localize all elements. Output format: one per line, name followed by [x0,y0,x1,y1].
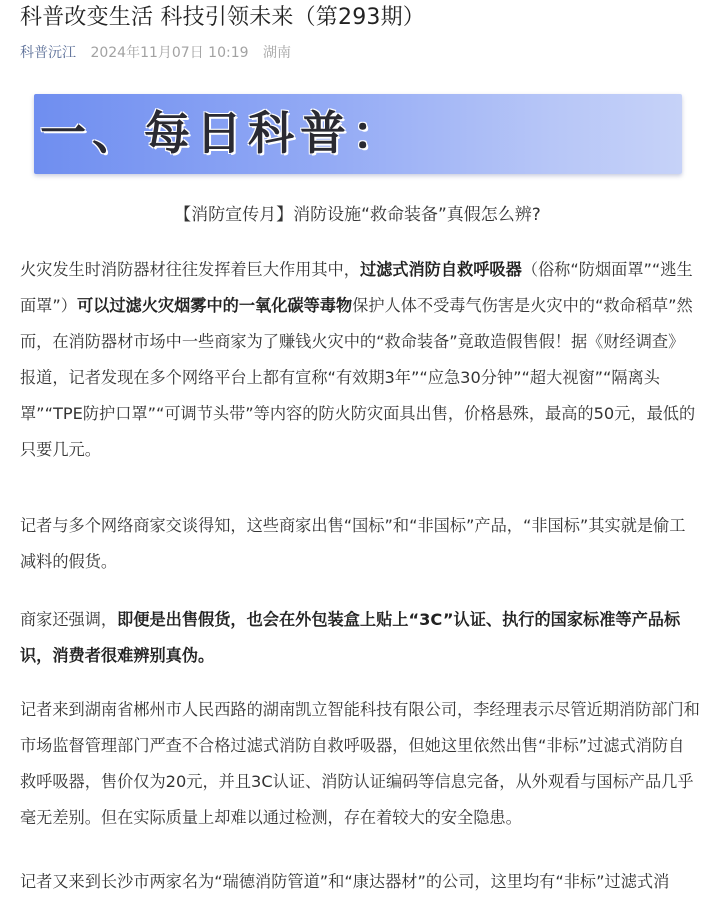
bold-text: 过滤式消防自救呼吸器 [359,260,522,279]
paragraph-text: 记者与多个网络商家交谈得知，这些商家出售“国标”和“非国标”产品，“非国标”其实就是偷工减料的假货。 [20,516,686,571]
paragraph-2 [20,508,700,580]
paragraph-text: 保护人体不受毒气伤害是火灾中的“救命稻草”然而，在消防器材市场中一些商家为了赚钱火灾中的“救命装备”竟敢造假售假！据《财经调查》报道，记者发现在多个网络平台上都有宣称“有效期3年”“应急30分钟”“超大视窗”“隔离头罩”“TPE防护口罩”“可调节头带”等内容的防火防灾面具出售，价格悬殊，最高的50元，最低的只要几元。 [20,296,696,459]
publish-location: 湖南 [262,45,291,61]
paragraph-4 [20,692,700,836]
paragraph-1 [20,252,700,468]
article-meta [20,43,291,63]
author-link[interactable]: 科普沅江 [20,45,76,61]
paragraph-5 [20,864,700,900]
paragraph-text: 记者又来到长沙市两家名为“瑞德消防管道”和“康达器材”的公司，这里均有“非标”过滤式消 [20,872,670,891]
section-subheading: 【消防宣传月】消防设施“救命装备”真假怎么辨? [174,205,541,225]
paragraph-text: （俗称“防烟面罩”“逃生面罩”） [20,260,693,315]
banner-heading: 一、每日科普： [40,106,404,160]
article-title: 科普改变生活 科技引领未来（第293期） [20,5,425,30]
paragraph-text: 商家还强调， [20,610,118,629]
bold-text: 可以过滤火灾烟雾中的一氧化碳等毒物 [76,296,353,315]
paragraph-text: 火灾发生时消防器材往往发挥着巨大作用其中， [20,260,360,279]
publish-date: 2024年11月07日 10:19 [90,45,249,61]
paragraph-3 [20,602,700,674]
bold-text: 即便是出售假货，也会在外包装盒上贴上“3C”认证、执行的国家标准等产品标识，消费者很难辨别真伪。 [20,610,681,665]
section-banner-image [34,94,682,174]
paragraph-text: 记者来到湖南省郴州市人民西路的湖南凯立智能科技有限公司，李经理表示尽管近期消防部门和市场监督管理部门严查不合格过滤式消防自救呼吸器，但她这里依然出售“非标”过滤式消防自救呼吸器，售价仅为20元，并且3C认证、消防认证编码等信息完备，从外观看与国标产品几乎毫无差别。但在实际质量上却难以通过检测，存在着较大的安全隐患。 [20,700,700,827]
